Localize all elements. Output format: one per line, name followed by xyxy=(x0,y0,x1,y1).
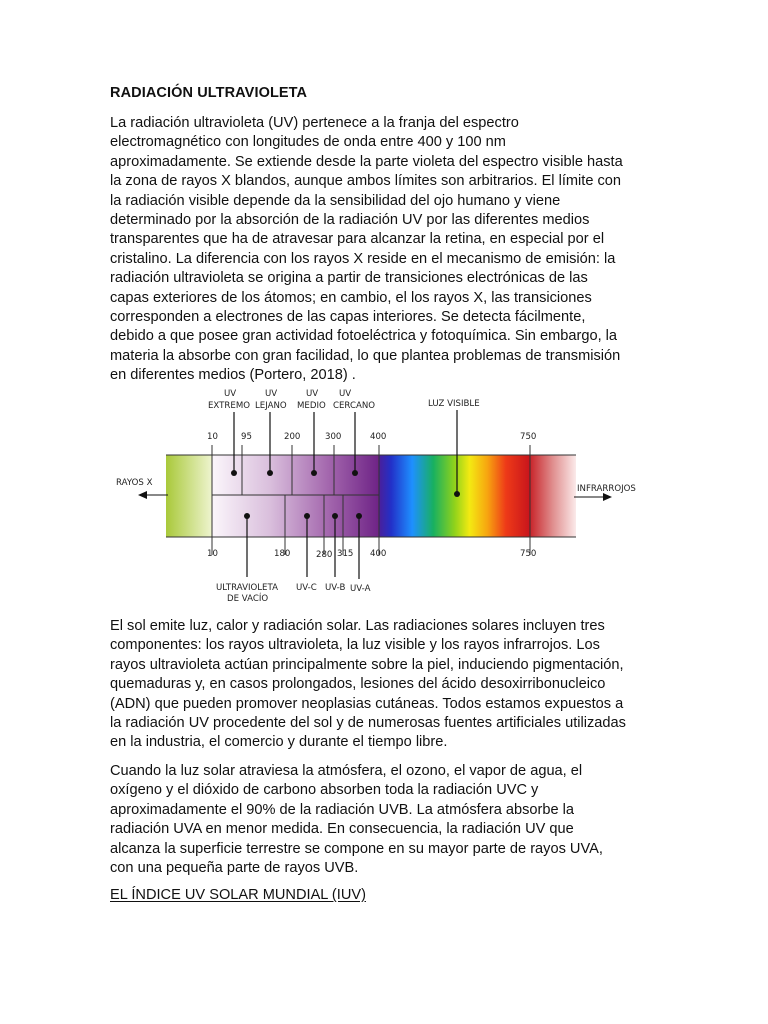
paragraph-line: con una pequeña parte de rayos UVB. xyxy=(110,860,359,877)
uv-band xyxy=(212,455,379,537)
paragraph-line: oxígeno y el dióxido de carbono absorben toda la radiación UVC y xyxy=(110,782,539,799)
right-arrow-icon xyxy=(574,493,612,501)
tick-label: 180 xyxy=(274,549,291,559)
uv-c-label: UV-C xyxy=(296,583,317,593)
paragraph-line: electromagnético con longitudes de onda entre 400 y 100 nm xyxy=(110,134,506,151)
uv-medio-label: UV xyxy=(306,389,319,399)
tick-label: 10 xyxy=(207,549,218,559)
xray-band xyxy=(166,455,212,537)
paragraph-line: radiación UVA en menor medida. En consecuencia, la radiación UV que xyxy=(110,821,574,838)
paragraph-intro xyxy=(110,114,658,386)
uv-extremo-label: EXTREMO xyxy=(208,401,250,411)
uv-lejano-label: UV xyxy=(265,389,278,399)
page-title: RADIACIÓN ULTRAVIOLETA xyxy=(110,85,308,101)
paragraph-line: la radiación UV procedente del sol y de numerosas fuentes artificiales utilizadas xyxy=(110,715,626,732)
tick-label: 200 xyxy=(284,432,301,442)
paragraph-line: rayos ultravioleta actúan principalmente sobre la piel, induciendo pigmentación, xyxy=(110,656,624,673)
left-arrow-icon xyxy=(138,491,168,499)
visible-band xyxy=(379,455,530,537)
infrared-label: INFRARROJOS xyxy=(577,484,636,494)
uv-b-label: UV-B xyxy=(325,583,346,593)
paragraph-line: El sol emite luz, calor y radiación solar. Las radiaciones solares incluyen tres xyxy=(110,618,605,634)
uv-medio-label: MEDIO xyxy=(297,401,326,411)
paragraph-solar xyxy=(110,617,658,753)
paragraph-line: la zona de rayos X blandos, aunque ambos límites son arbitrarios. El límite con xyxy=(110,173,622,190)
xray-label: RAYOS X xyxy=(116,478,153,488)
ultravioleta-vacio-label: DE VACÍO xyxy=(227,594,269,604)
paragraph-line: aproximadamente el 90% de la radiación UVB. La atmósfera absorbe la xyxy=(110,801,575,818)
paragraph-line: corresponden a electrones de las capas interiores. Se detecta fácilmente, xyxy=(110,309,586,326)
tick-label: 300 xyxy=(325,432,342,442)
paragraph-line: determinado por la absorción de la radiación UV por las diferentes medios xyxy=(110,212,590,229)
paragraph-line: transparentes que ha de atravesar para alcanzar la retina, en especial por el xyxy=(110,231,605,248)
paragraph-line: componentes: los rayos ultravioleta, la luz visible y los rayos infrarrojos. Los xyxy=(110,637,600,654)
paragraph-line: Cuando la luz solar atraviesa la atmósfera, el ozono, el vapor de agua, el xyxy=(110,763,583,779)
paragraph-atmosphere xyxy=(110,762,658,878)
uv-cercano-label: CERCANO xyxy=(333,401,376,411)
paragraph-line: cristalino. La diferencia con los rayos X reside en el mecanismo de emisión: la xyxy=(110,250,616,267)
tick-label: 10 xyxy=(207,432,218,442)
tick-label: 400 xyxy=(370,432,387,442)
paragraph-line: la radiación visible depende da la sensibilidad del ojo humano y viene xyxy=(110,192,561,209)
paragraph-line: alcanza la superficie terrestre se compone en su mayor parte de rayos UVA, xyxy=(110,840,603,857)
paragraph-line: capas exteriores de los átomos; en cambio, el los rayos X, las transiciones xyxy=(110,289,592,306)
infrared-band xyxy=(530,455,576,537)
uv-a-label: UV-A xyxy=(350,584,371,594)
tick-label: 280 xyxy=(316,550,333,560)
tick-label: 95 xyxy=(241,432,252,442)
paragraph-line: en la industria, el comercio y durante el tiempo libre. xyxy=(110,734,448,751)
paragraph-line: (ADN) que pueden promover neoplasias cutáneas. Todos estamos expuestos a xyxy=(110,695,624,712)
uv-spectrum-diagram xyxy=(106,385,662,607)
luz-visible-label: LUZ VISIBLE xyxy=(428,399,480,409)
tick-label: 315 xyxy=(337,549,354,559)
paragraph-line: debido a que posee gran actividad fotoeléctrica y fotoquímica. Sin embargo, la xyxy=(110,328,618,345)
tick-label: 400 xyxy=(370,549,387,559)
paragraph-line: radiación ultravioleta se origina a partir de transiciones electrónicas de las xyxy=(110,270,588,287)
paragraph-line: en diferentes medios (Portero, 2018) . xyxy=(110,367,356,384)
uv-extremo-label: UV xyxy=(224,389,237,399)
paragraph-line: aproximadamente. Se extiende desde la parte violeta del espectro visible hasta xyxy=(110,153,623,170)
tick-label: 750 xyxy=(520,432,537,442)
paragraph-line: quemaduras y, en casos prolongados, lesiones del ácido desoxirribonucleico xyxy=(110,676,606,693)
uv-cercano-label: UV xyxy=(339,389,352,399)
section-heading-iuv: EL ÍNDICE UV SOLAR MUNDIAL (IUV) xyxy=(110,887,366,903)
paragraph-line: materia la absorbe con gran facilidad, lo que plantea problemas de transmisión xyxy=(110,347,621,364)
paragraph-line: La radiación ultravioleta (UV) pertenece a la franja del espectro xyxy=(110,115,519,131)
ultravioleta-vacio-label: ULTRAVIOLETA xyxy=(216,583,278,593)
uv-lejano-label: LEJANO xyxy=(255,401,287,411)
tick-label: 750 xyxy=(520,549,537,559)
